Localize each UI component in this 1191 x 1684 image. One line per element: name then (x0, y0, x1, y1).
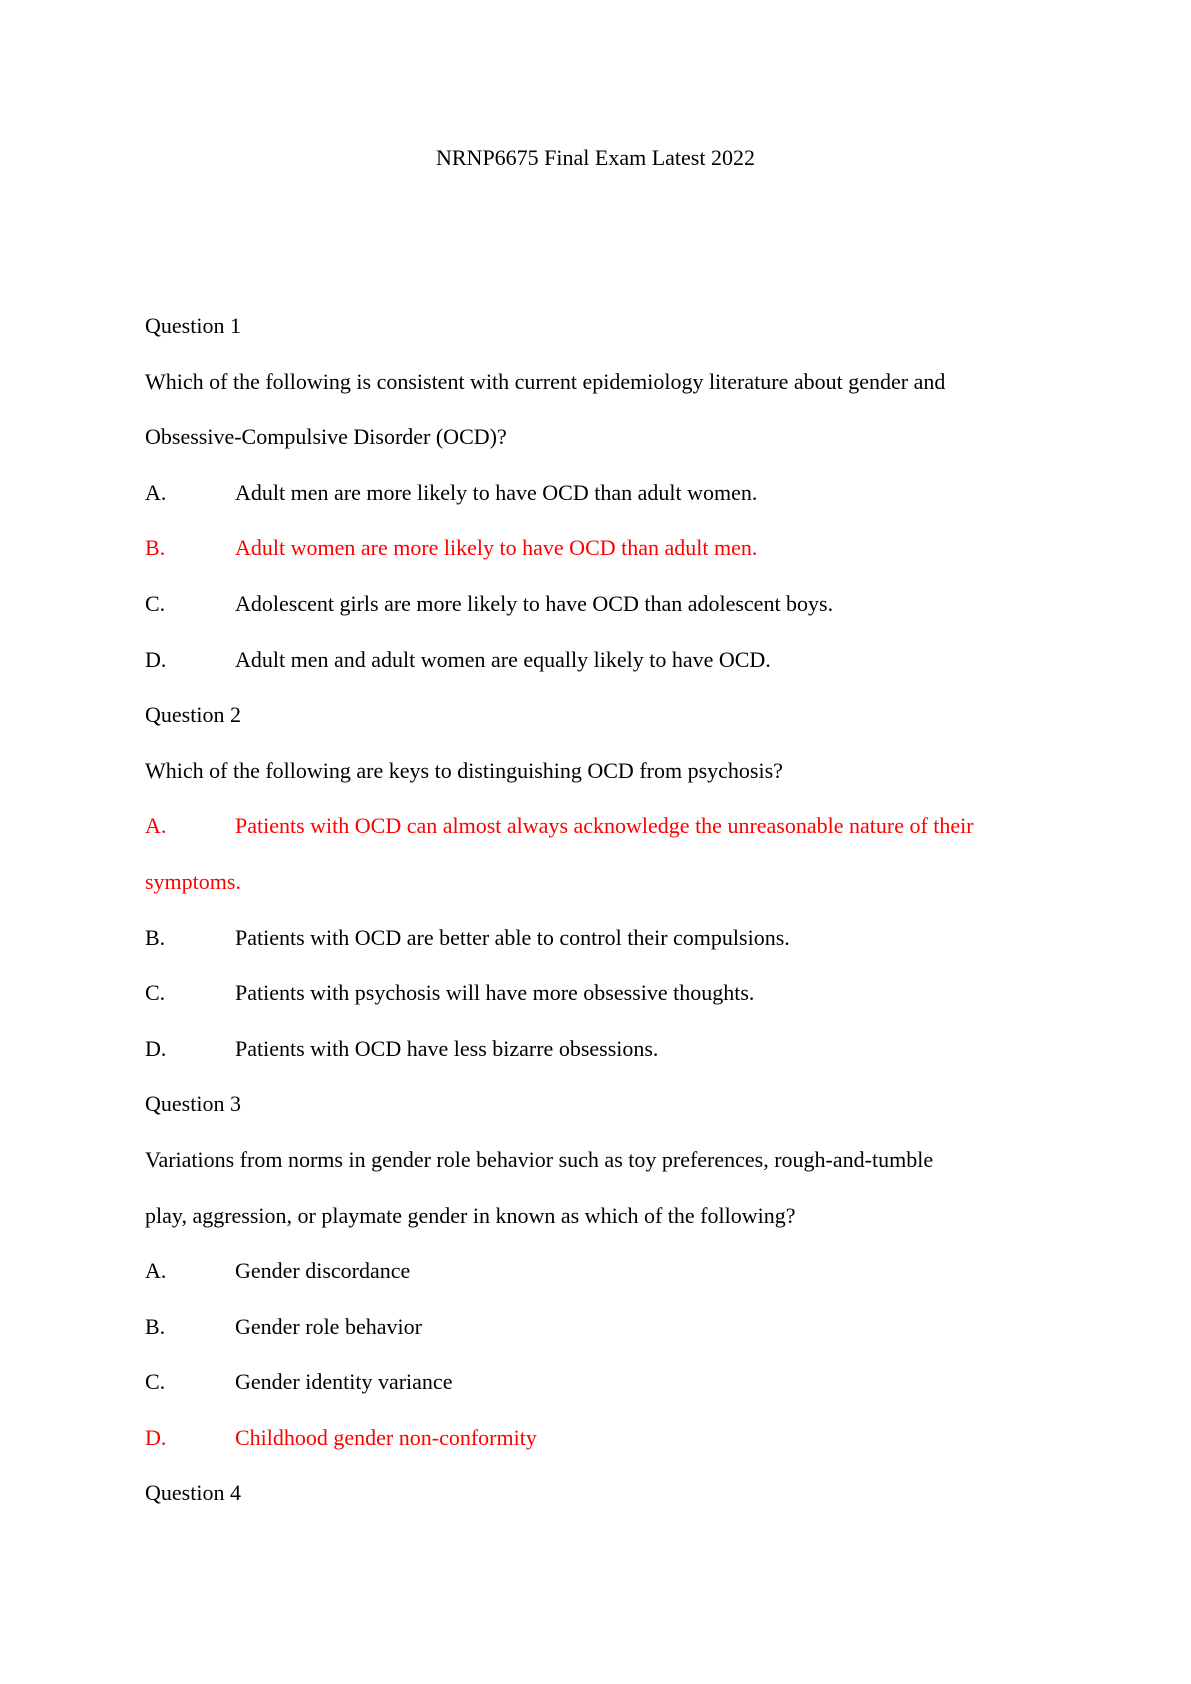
answer-option-correct (145, 813, 1065, 869)
question-stem-line: Which of the following is consistent with current epidemiology literature about gender and (145, 368, 946, 394)
question-stem-line: play, aggression, or playmate gender in known as which of the following? (145, 1202, 796, 1228)
option-text: Adult men and adult women are equally likely to have OCD. (235, 646, 771, 672)
answer-option (145, 1258, 1065, 1314)
option-text: Gender role behavior (235, 1313, 422, 1339)
answer-option (145, 1036, 1065, 1092)
answer-option (145, 591, 1065, 647)
question-heading: Question 3 (145, 1091, 241, 1117)
option-letter: B. (145, 1313, 166, 1339)
option-letter: A. (145, 813, 167, 839)
answer-option (145, 980, 1065, 1036)
option-letter: A. (145, 479, 167, 505)
answer-option (145, 480, 1065, 536)
document-body (145, 313, 1065, 1536)
option-text: Adult men are more likely to have OCD than adult women. (235, 479, 758, 505)
option-letter: A. (145, 1258, 167, 1284)
question-stem-line: Variations from norms in gender role behavior such as toy preferences, rough-and-tumble (145, 1146, 934, 1172)
option-text: Gender identity variance (235, 1369, 453, 1395)
option-letter: C. (145, 590, 166, 616)
answer-option-correct (145, 1425, 1065, 1481)
answer-option (145, 647, 1065, 703)
question-stem-line: Obsessive-Compulsive Disorder (OCD)? (145, 424, 507, 450)
question-heading: Question 4 (145, 1480, 241, 1506)
option-text: Childhood gender non-conformity (235, 1424, 537, 1450)
option-letter: B. (145, 535, 166, 561)
document-title: NRNP6675 Final Exam Latest 2022 (436, 145, 755, 170)
answer-option (145, 1369, 1065, 1425)
option-letter: C. (145, 980, 166, 1006)
option-letter: D. (145, 646, 167, 672)
option-letter: D. (145, 1424, 167, 1450)
option-letter: B. (145, 924, 166, 950)
option-text: Adult women are more likely to have OCD than adult men. (235, 535, 758, 561)
option-letter: D. (145, 1035, 167, 1061)
question-stem-line: Which of the following are keys to distinguishing OCD from psychosis? (145, 757, 783, 783)
option-text-continuation: symptoms. (145, 868, 241, 894)
option-text: Adolescent girls are more likely to have OCD than adolescent boys. (235, 590, 834, 616)
option-text: Patients with OCD are better able to control their compulsions. (235, 924, 790, 950)
answer-option-correct (145, 535, 1065, 591)
answer-option (145, 1314, 1065, 1370)
option-letter: C. (145, 1369, 166, 1395)
option-text: Patients with OCD can almost always acknowledge the unreasonable nature of their (235, 813, 974, 839)
question-heading: Question 1 (145, 313, 241, 338)
answer-option (145, 925, 1065, 981)
option-text: Patients with psychosis will have more obsessive thoughts. (235, 980, 755, 1006)
option-text: Gender discordance (235, 1258, 411, 1284)
option-text: Patients with OCD have less bizarre obsessions. (235, 1035, 659, 1061)
question-heading: Question 2 (145, 702, 241, 728)
